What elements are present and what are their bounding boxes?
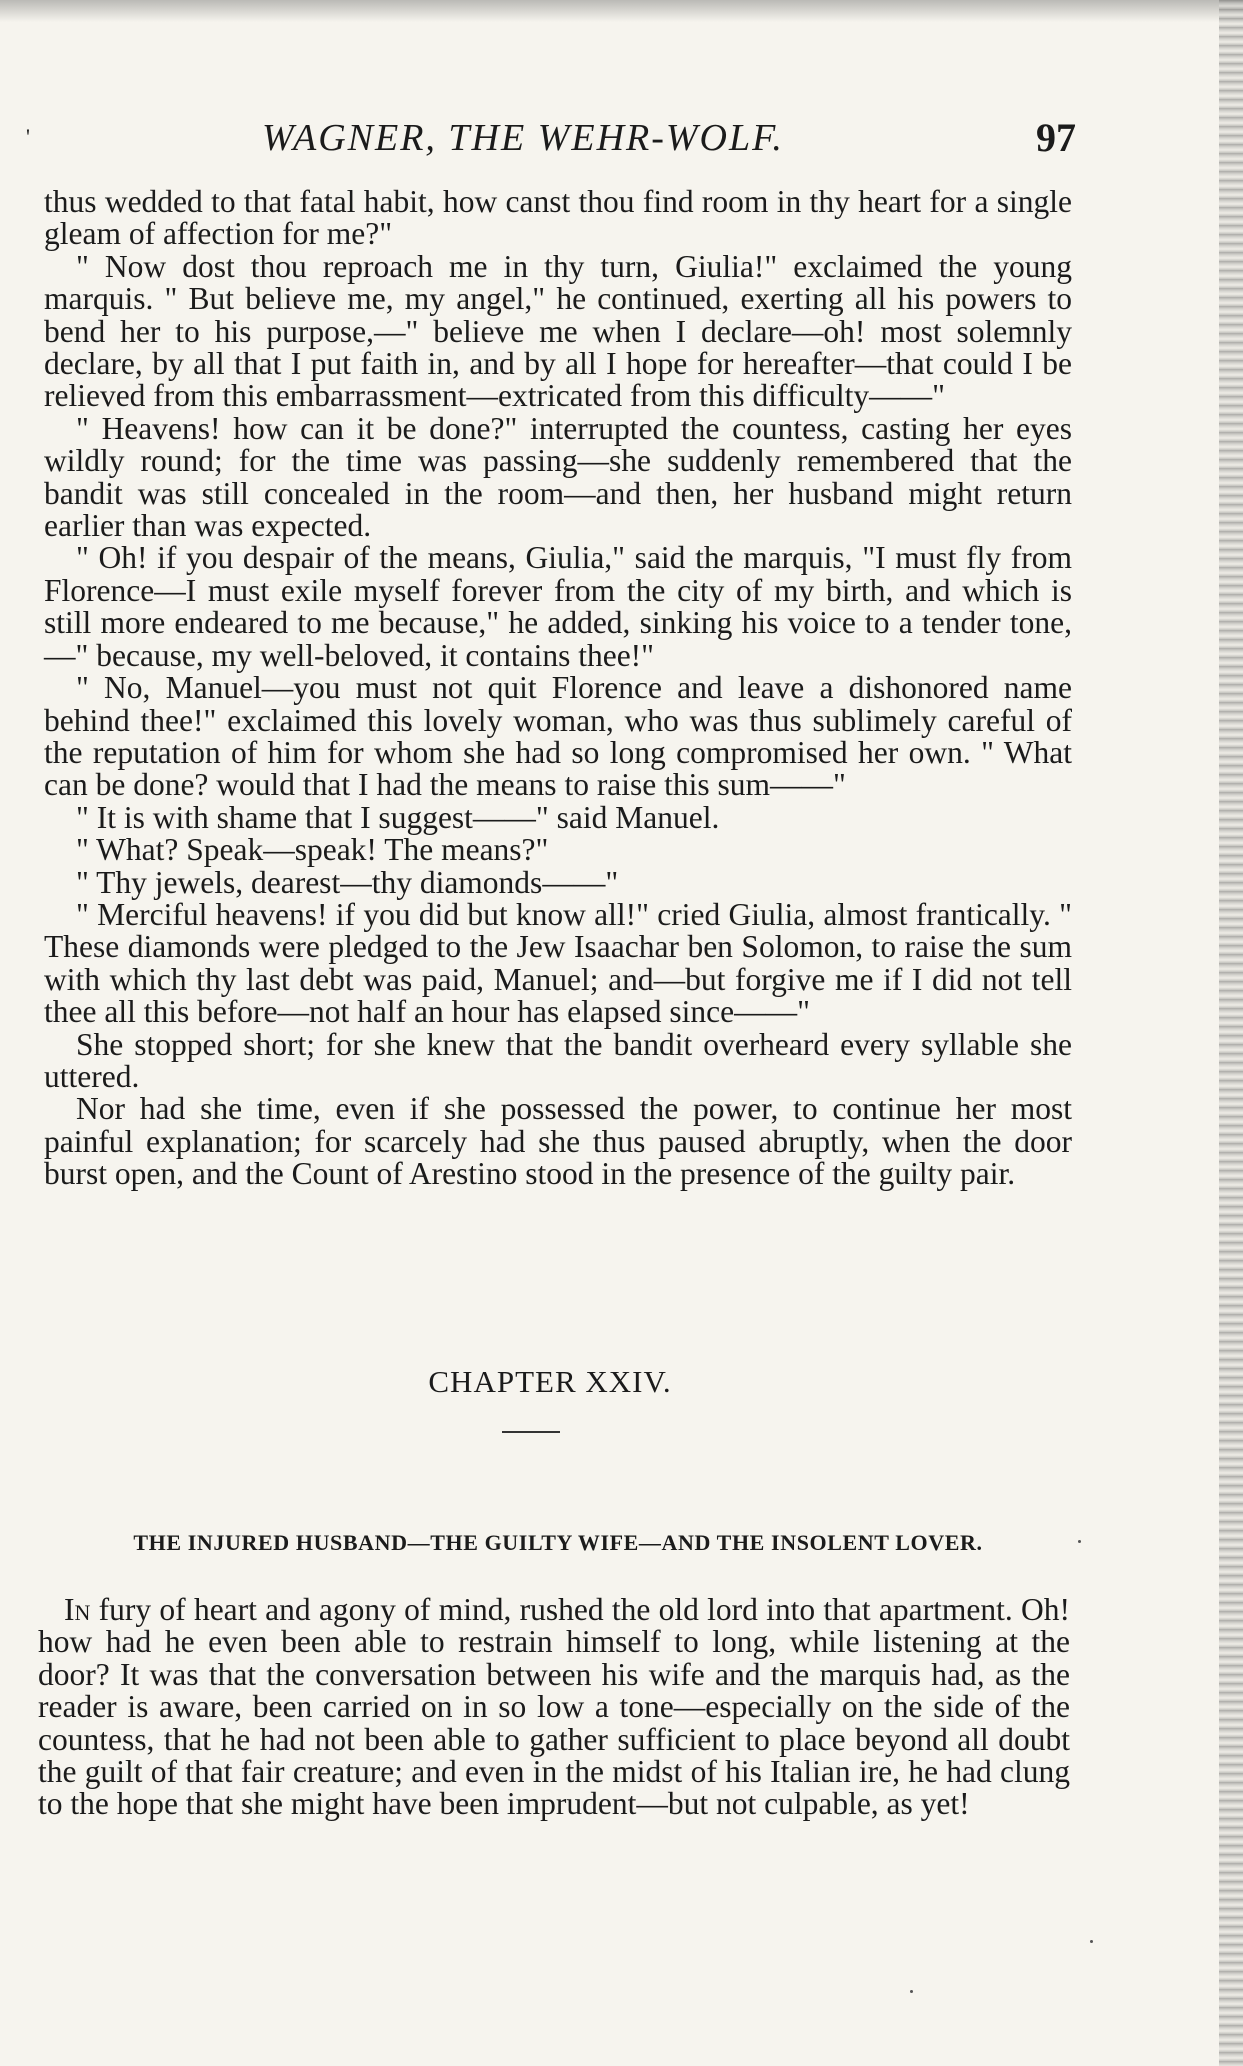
chapter-paragraph: [38, 1594, 1070, 1821]
paragraph: " Oh! if you despair of the means, Giulia," said the marquis, "I must fly from Florence—I must exile myself forever from the city of my birth, and which is still more endeared to me because," he added, sinking his voice to a tender tone,—" because, my well-beloved, it contains thee!": [44, 540, 1072, 673]
paragraph: Nor had she time, even if she possessed the power, to continue her most painful explanation; for scarcely had she thus paused abruptly, when the door burst open, and the Count of Arestino stood in the presence of the guilty pair.: [44, 1091, 1072, 1192]
scan-speck: [1090, 1940, 1093, 1943]
paragraph: " Merciful heavens! if you did but know all!" cried Giulia, almost frantically. " These diamonds were pledged to the Jew Isaachar ben Solomon, to raise the sum with which thy last debt was paid, Manuel; and—but forgive me if I did not tell thee all this before—not half an hour has elapsed since——": [44, 896, 1072, 1030]
paragraph: She stopped short; for she knew that the bandit overheard every syllable she uttered.: [44, 1026, 1072, 1094]
chapter-subtitle: THE INJURED HUSBAND—THE GUILTY WIFE—AND THE INSOLENT LOVER.: [133, 1530, 983, 1555]
scan-edge-top: [0, 0, 1243, 22]
chapter-first-word: In: [64, 1592, 91, 1627]
scan-speck: [1078, 1540, 1081, 1543]
running-head: WAGNER, THE WEHR-WOLF.: [262, 117, 784, 159]
paragraph: " No, Manuel—you must not quit Florence and leave a dishonored name behind thee!" exclaimed this lovely woman, who was thus sublimely careful of the reputation of him for whom she had so long compromised her own. " What can be done? would that I had the means to raise this sum——": [44, 670, 1072, 803]
chapter-text: fury of heart and agony of mind, rushed the old lord into that apartment. Oh! how had he even been able to restrain himself to long, while listening at the door? It was that the conversation between his wife and the marquis had, as the reader is aware, been carried on in so low a tone—especially on the side of the countess, that he had not been able to gather sufficient to place beyond all doubt the guilt of that fair creature; and even in the midst of his Italian ire, he had clung to the hope that she might have been imprudent—but not culpable, as yet!: [38, 1592, 1071, 1822]
paragraph: " It is with shame that I suggest——" said Manuel.: [76, 799, 720, 835]
scan-speck: [910, 1990, 913, 1993]
chapter-title: CHAPTER XXIV.: [428, 1364, 672, 1399]
paragraph: " Heavens! how can it be done?" interrupted the countess, casting her eyes wildly round; for the time was passing—she suddenly remembered that the bandit was still concealed in the room—and then, her husband might return earlier than was expected.: [44, 410, 1072, 544]
margin-mark: ': [26, 124, 30, 149]
page-number: 97: [1036, 115, 1076, 160]
page-header: [0, 116, 1243, 166]
paragraph: " Thy jewels, dearest—thy diamonds——": [76, 864, 619, 900]
chapter-body: [38, 1594, 1070, 1821]
paragraph: thus wedded to that fatal habit, how canst thou find room in thy heart for a single gleam of affection for me?": [44, 184, 1072, 252]
paragraph: " What? Speak—speak! The means?": [76, 832, 549, 868]
paragraph: " Now dost thou reproach me in thy turn, Giulia!" exclaimed the young marquis. " But believe me, my angel," he continued, exerting all his powers to bend her to his purpose,—" believe me when I declare—oh! most solemnly declare, by all that I put faith in, and by all I hope for hereafter—that could I be relieved from this embarrassment—extricated from this difficulty——": [44, 248, 1072, 414]
section-divider: [502, 1431, 560, 1433]
body-text: [44, 186, 1072, 1191]
scan-edge-right: [1219, 0, 1243, 2066]
